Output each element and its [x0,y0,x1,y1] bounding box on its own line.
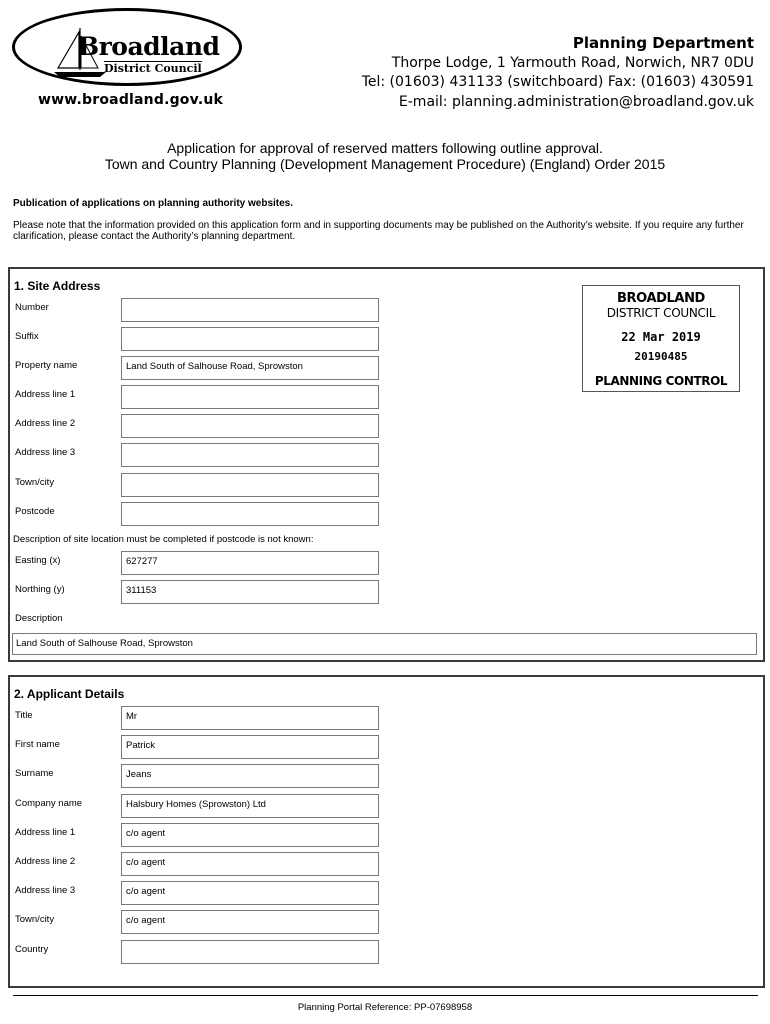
site-address-line-1-label: Address line 1 [15,389,76,400]
received-stamp [582,285,740,392]
postcode-field[interactable] [121,502,379,526]
applicant-town-field[interactable]: c/o agent [121,910,379,934]
publication-heading: Publication of applications on planning authority websites. [13,198,294,209]
department-address: Thorpe Lodge, 1 Yarmouth Road, Norwich, NR7 0DU [391,54,754,71]
northing-label: Northing (y) [15,584,65,595]
title-field[interactable]: Mr [121,706,379,730]
document-title-line-2: Town and Country Planning (Development Management Procedure) (England) Order 2015 [104,156,666,172]
description-label: Description [15,613,63,624]
easting-label: Easting (x) [15,555,61,566]
country-field[interactable] [121,940,379,964]
number-field[interactable] [121,298,379,322]
stamp-date: 22 Mar 2019 [621,330,701,344]
department-title: Planning Department [572,34,754,52]
description-field[interactable]: Land South of Salhouse Road, Sprowston [12,633,757,655]
department-email: E-mail: planning.administration@broadland.gov.uk [398,93,754,110]
stamp-council-subtitle: DISTRICT COUNCIL [606,306,716,320]
northing-field[interactable]: 311153 [121,580,379,604]
site-address-title: 1. Site Address [14,279,101,293]
surname-label: Surname [15,768,54,779]
footer-divider [13,995,758,996]
logo-subtitle: District Council [104,62,202,75]
postcode-label: Postcode [15,506,55,517]
applicant-address-line-1-field[interactable]: c/o agent [121,823,379,847]
applicant-town-label: Town/city [15,914,55,925]
site-address-line-2-field[interactable] [121,414,379,438]
site-address-line-3-label: Address line 3 [15,447,76,458]
applicant-address-line-2-label: Address line 2 [15,856,76,867]
site-address-line-2-label: Address line 2 [15,418,76,429]
number-label: Number [15,302,49,313]
easting-field[interactable]: 627277 [121,551,379,575]
site-town-field[interactable] [121,473,379,497]
applicant-address-line-3-label: Address line 3 [15,885,76,896]
document-title-line-1: Application for approval of reserved matters following outline approval. [167,140,603,156]
department-phone: Tel: (01603) 431133 (switchboard) Fax: (01603) 430591 [361,74,754,90]
council-logo [12,8,247,100]
applicant-title: 2. Applicant Details [14,687,125,701]
stamp-reference: 20190485 [634,350,688,363]
suffix-field[interactable] [121,327,379,351]
title-label: Title [15,710,33,721]
suffix-label: Suffix [15,331,39,342]
applicant-address-line-2-field[interactable]: c/o agent [121,852,379,876]
location-note: Description of site location must be completed if postcode is not known: [13,534,314,545]
council-website: www.broadland.gov.uk [38,92,224,108]
company-name-field[interactable]: Halsbury Homes (Sprowston) Ltd [121,794,379,818]
site-address-line-1-field[interactable] [121,385,379,409]
surname-field[interactable]: Jeans [121,764,379,788]
department-contact [362,34,754,112]
property-name-field[interactable]: Land South of Salhouse Road, Sprowston [121,356,379,380]
first-name-field[interactable]: Patrick [121,735,379,759]
publication-notice: Please note that the information provided on this application form and in supporting documents may be published on the Authority’s website. If you require any further clarification, please contact the Authority’s planning department. [13,220,744,242]
applicant-address-line-1-label: Address line 1 [15,827,76,838]
stamp-department: PLANNING CONTROL [594,374,728,388]
document-title [0,140,770,172]
logo-name: Broadland [78,32,220,61]
site-address-line-3-field[interactable] [121,443,379,467]
country-label: Country [15,944,49,955]
site-town-label: Town/city [15,477,55,488]
property-name-label: Property name [15,360,78,371]
first-name-label: First name [15,739,60,750]
company-name-label: Company name [15,798,83,809]
applicant-address-line-3-field[interactable]: c/o agent [121,881,379,905]
stamp-council-name: BROADLAND [617,291,705,306]
portal-reference: Planning Portal Reference: PP-07698958 [297,1002,473,1013]
